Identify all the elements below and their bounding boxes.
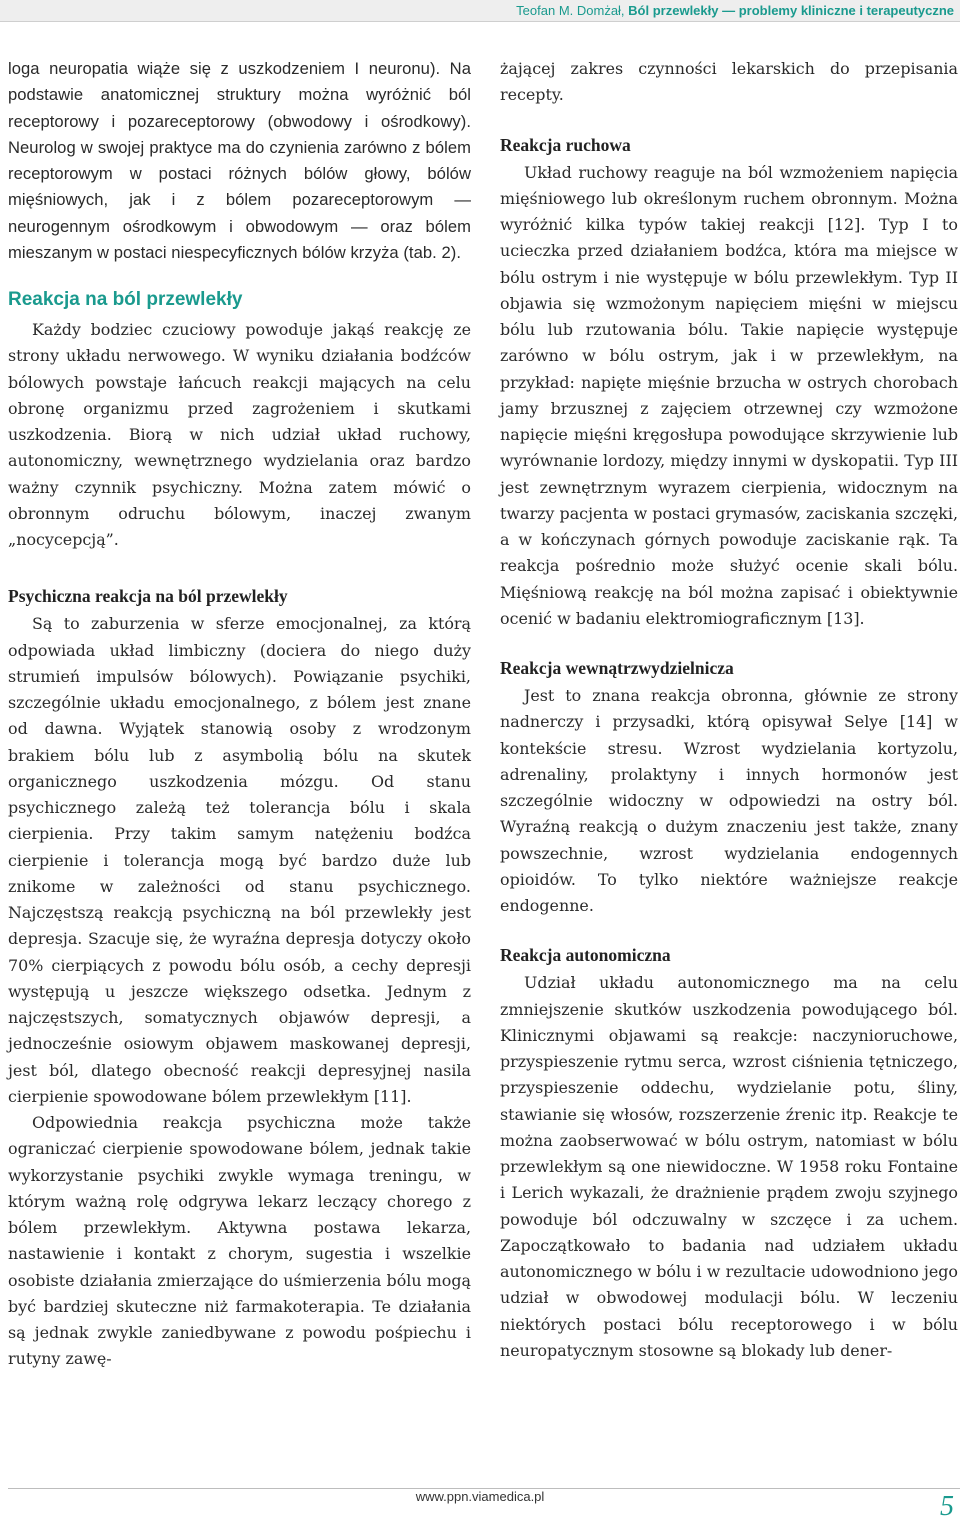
left-paragraph-1: loga neuropatia wiąże się z uszkodzeniem I neuronu). Na podstawie anatomicznej struktury można wyróżnić ból receptorowy i pozareceptorowy (obwodowy i ośrodkowy). Neurolog w swojej praktyce ma do czynienia zarówno z bólem receptorowym w postaci różnych bólów głowy, bólów mięśniowych, jak i z bólem pozareceptorowym — neurogennym ośrodkowym i obwodowym — oraz bólem mieszanym w postaci niespecyficznych bólów krzyża (tab. 2). (8, 59, 471, 262)
footer-url[interactable]: www.ppn.viamedica.pl (415, 1489, 545, 1504)
running-header (0, 0, 960, 22)
right-column (500, 56, 958, 1364)
subheading-psychiczna-reakcja: Psychiczna reakcja na ból przewlekły (8, 586, 288, 607)
subheading-reakcja-wewnatrzwydzielnicza: Reakcja wewnątrzwydzielnicza (500, 658, 734, 678)
subheading-reakcja-ruchowa: Reakcja ruchowa (500, 134, 631, 155)
right-paragraph-3: Jest to znana reakcja obronna, głównie ze strony nadnerczy i przysadki, którą opisywał Selye [14] w kontekście stresu. Wzrost wydzielania kortyzolu, adrenaliny, prolaktyny i innych hormonów jest szczególnie widoczny w odpowiedzi na ostry ból. Wyraźną reakcją o dużym znaczeniu jest także, znany powszechnie, wzrost wydzielania endogennych opioidów. To tylko niektóre ważniejsze reakcje endogenne. (500, 686, 958, 915)
subheading-reakcja-autonomiczna: Reakcja autonomiczna (500, 945, 671, 966)
header-authors: Teofan M. Domżał, (516, 3, 629, 18)
right-paragraph-2: Układ ruchowy reaguje na ból wzmożeniem napięcia mięśniowego lub określonym ruchem obronnym. Można wyróżnić kilka typów takiej reakcji [12]. Typ I to ucieczka przed działaniem bodźca, która ma miejsce w bólu ostrym i nie występuje w bólu przewlekłym. Typ II objawia się wzmożonym napięciem mięśni w miejscu bólu lub rzutowania bólu. Takie napięcie występuje zarówno w bólu ostrym, jak i w przewlekłym, na przykład: napięte mięśnie brzucha w ostrych chorobach jamy brzusznej z zajęciem otrzewnej czy wzmożone napięcie mięśni kręgosłupa powodujące skrzywienie lub wyrównanie lordozy, między innymi w dyskopatii. Typ III jest zewnętrznym wyrazem cierpienia, widocznym na twarzy pacjenta w postaci grymasów, zaciskania szczęki, a w kończynach górnych powoduje zaciskanie rąk. Ta reakcja pośrednio może służyć ocenie skali bólu. Mięśniową reakcję na ból można zapisać i obiektywnie ocenić w badaniu elektromiograficznym [13]. (500, 162, 958, 628)
right-paragraph-4: Udział układu autonomicznego ma na celu zmniejszenie skutków uszkodzenia powodującego ból. Klinicznymi objawami są reakcje: naczynioruchowe, przyspieszenie rytmu serca, wzrost ciśnienia tętniczego, przyspieszenie oddechu, wydzielanie potu, śliny, stawianie się włosów, rozszerzenie źrenic itp. Reakcje te można zaobserwować w bólu ostrym, natomiast w bólu przewlekłym są one niewidoczne. W 1958 roku Fontaine i Lerich wykazali, że drażnienie prądem zwoju szyjnego powoduje ból odczuwalny w szczęce i za uchem. Zapoczątkowało to badania nad udziałem układu autonomicznego w bólu i w rezultacie udowodniono jego udział w obwodowej modulacji bólu. W leczeniu niektórych postaci bólu receptorowego i w bólu neuropatycznym stosowne są blokady lub dener- (500, 973, 958, 1360)
right-paragraph-1: żającej zakres czynności lekarskich do przepisania recepty. (500, 59, 958, 105)
left-paragraph-4: Odpowiednia reakcja psychiczna może także ograniczać cierpienie spowodowane bólem, jednak takie wykorzystanie psychiki zwykle wymaga treningu, w którym ważną rolę odgrywa lekarz leczący chorego z bólem przewlekłym. Aktywna postawa lekarza, nastawienie i kontakt z chorym, sugestia i wszelkie osobiste działania zmierzające do uśmierzenia bólu mogą być bardziej skuteczne niż farmakoterapia. Te działania są jednak zwykle zaniedbywane z powodu pośpiechu i rutyny zawę- (8, 1113, 471, 1369)
left-paragraph-3: Są to zaburzenia w sferze emocjonalnej, za którą odpowiada układ limbiczny (dociera do niego duży strumień impulsów bólowych). Powiązanie psychiki, szczególnie układu emocjonalnego, z bólem jest znane od dawna. Wyjątek stanowią osoby z wrodzonym brakiem bólu lub z asymbolią bólu na skutek organicznego uszkodzenia mózgu. Od stanu psychicznego zależą też tolerancja bólu i skala cierpienia. Przy takim samym natężeniu bodźca cierpienie i tolerancja mogą być bardzo duże lub znikome w zależności od stanu psychicznego. Najczęstszą reakcją psychiczną na ból przewlekły jest depresja. Szacuje się, że wyraźna depresja dotyczy około 70% cierpiących z powodu bólu osób, a cechy depresji występują u jeszcze większego odsetka. Jednym z najczęstszych, somatycznych objawów depresji, a jednocześnie osiowym objawem maskowanej depresji, jest ból, dlatego obecność reakcji depresyjnej nasila cierpienie spowodowane bólem przewlekłym [11]. (8, 614, 471, 1106)
section-heading-reakcja-na-bol: Reakcja na ból przewlekły (8, 289, 243, 310)
header-title: Ból przewlekły — problemy kliniczne i terapeutyczne (628, 3, 954, 18)
left-column (8, 56, 471, 1373)
page-number: 5 (940, 1491, 954, 1522)
left-paragraph-2: Każdy bodziec czuciowy powoduje jakąś reakcję ze strony układu nerwowego. W wyniku działania bodźców bólowych powstaje łańcuch reakcji mających na celu obronę organizmu przed zagrożeniem i skutkami uszkodzenia. Biorą w nich udział układ ruchowy, autonomiczny, wewnętrznego wydzielania oraz bardzo ważny czynnik psychiczny. Można zatem mówić o obronnym odruchu bólowym, inaczej zwanym „nocycepcją”. (8, 320, 471, 549)
